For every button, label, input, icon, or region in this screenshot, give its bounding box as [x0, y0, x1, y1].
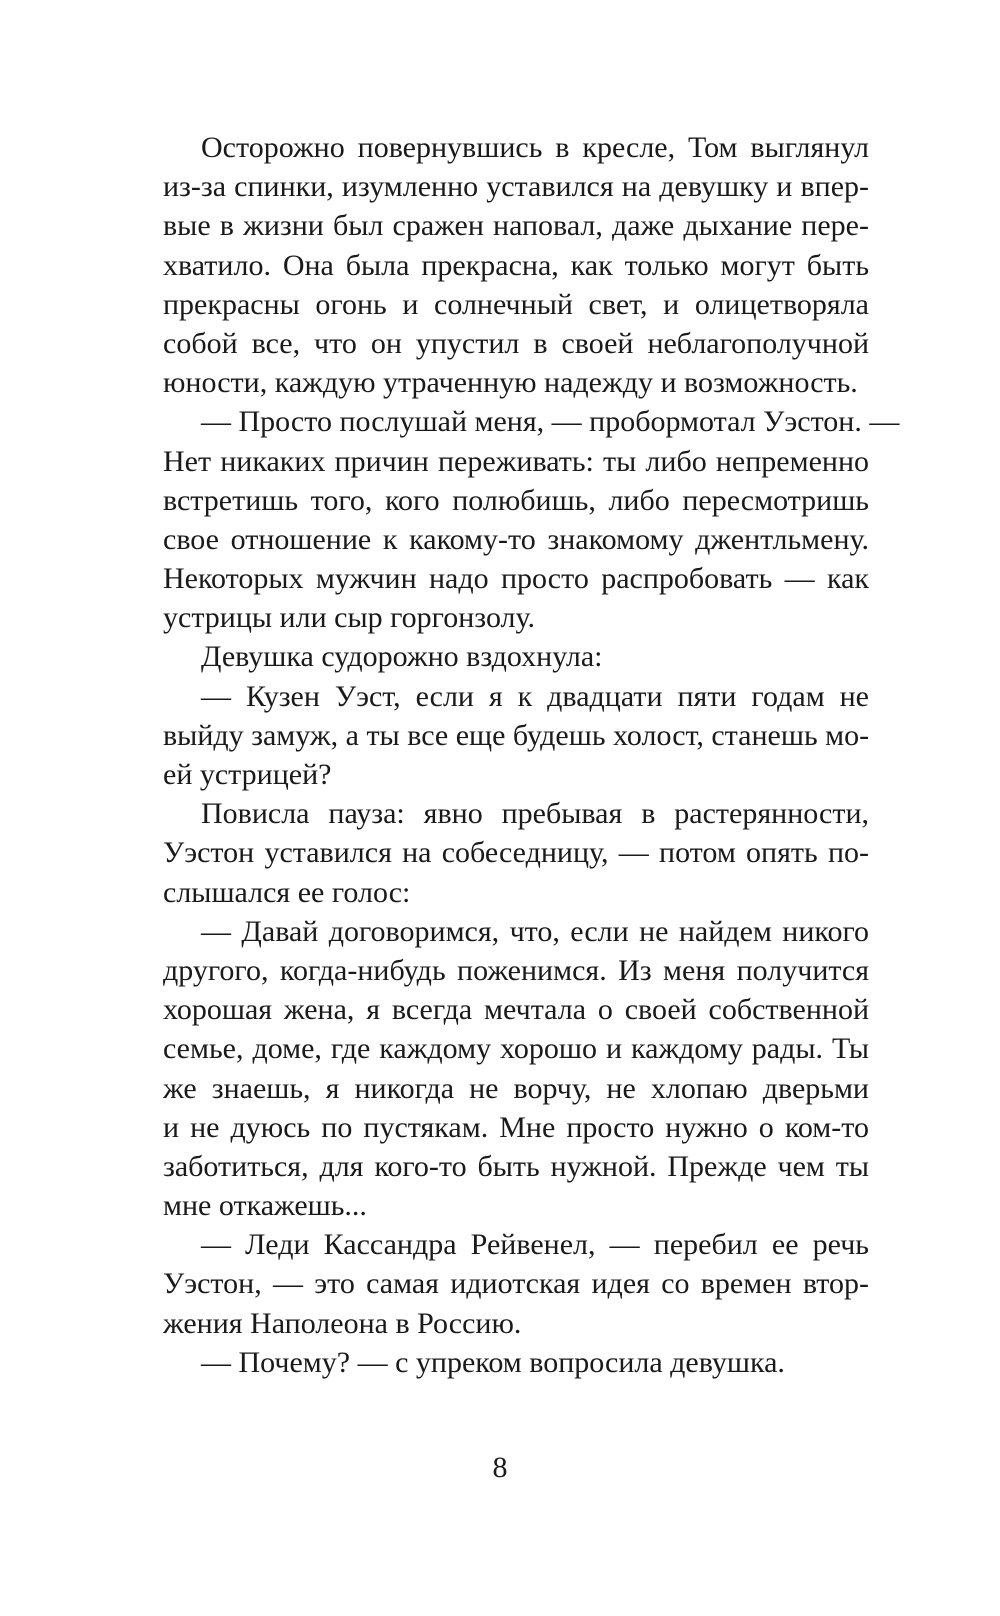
text-line: слышался ее голос:: [163, 875, 411, 909]
text-line: Осторожно повернувшись в кресле, Том выглянул: [201, 131, 869, 164]
text-line: мне откажешь...: [163, 1189, 367, 1223]
text-line: другого, когда-нибудь поженимся. Из меня получится: [163, 953, 869, 987]
text-line: выйду замуж, а ты все еще будешь холост, станешь мо-: [163, 718, 870, 752]
body-text: [163, 128, 900, 1382]
text-line: — Кузен Уэст, если я к двадцати пяти годам не: [201, 679, 869, 713]
text-line: семье, доме, где каждому хорошо и каждому рады. Ты: [163, 1032, 869, 1066]
text-line: вые в жизни был сражен наповал, даже дыхание пере-: [163, 209, 869, 243]
text-line: встретишь того, кого полюбишь, либо пересмотришь: [163, 483, 869, 517]
text-line: и не дуюсь по пустякам. Мне просто нужно о ком-то: [163, 1110, 869, 1144]
text-line: Девушка судорожно вздохнула:: [201, 640, 603, 674]
text-line: устрицы или сыр горгонзолу.: [163, 601, 536, 635]
text-line: жения Наполеона в Россию.: [163, 1306, 522, 1340]
text-line: свое отношение к какому-то знакомому джентльмену.: [163, 522, 869, 556]
text-line: Уэстон уставился на собеседницу, — потом опять по-: [163, 836, 869, 870]
text-line: же знаешь, я никогда не ворчу, не хлопаю дверьми: [163, 1071, 869, 1105]
text-line: ей устрицей?: [163, 758, 332, 791]
text-line: из-за спинки, изумленно уставился на девушку и впер-: [163, 170, 869, 204]
text-line: хватило. Она была прекрасна, как только могут быть: [163, 248, 869, 282]
text-line: — Леди Кассандра Рейвенел, — перебил ее речь: [201, 1228, 869, 1262]
page-number: 8: [492, 1451, 508, 1484]
text-line: Уэстон, — это самая идиотская идея со времен втор-: [163, 1267, 869, 1301]
text-line: юности, каждую утраченную надежду и возможность.: [163, 366, 858, 400]
text-line: собой все, что он упустил в своей неблагополучной: [163, 326, 869, 360]
text-line: — Давай договоримся, что, если не найдем никого: [201, 914, 869, 948]
text-line: Нет никаких причин переживать: ты либо непременно: [163, 444, 869, 478]
text-line: заботиться, для кого-то быть нужной. Прежде чем ты: [163, 1149, 869, 1183]
text-line: — Почему? — с упреком вопросила девушка.: [201, 1345, 785, 1379]
text-line: Повисла пауза: явно пребывая в растерянности,: [201, 797, 869, 831]
text-line: хорошая жена, я всегда мечтала о своей собственной: [163, 993, 869, 1027]
text-line: — Просто послушай меня, — пробормотал Уэстон. —: [201, 405, 900, 439]
text-line: прекрасны огонь и солнечный свет, и олицетворяла: [163, 287, 869, 321]
text-line: Некоторых мужчин надо просто распробовать — как: [163, 562, 869, 596]
